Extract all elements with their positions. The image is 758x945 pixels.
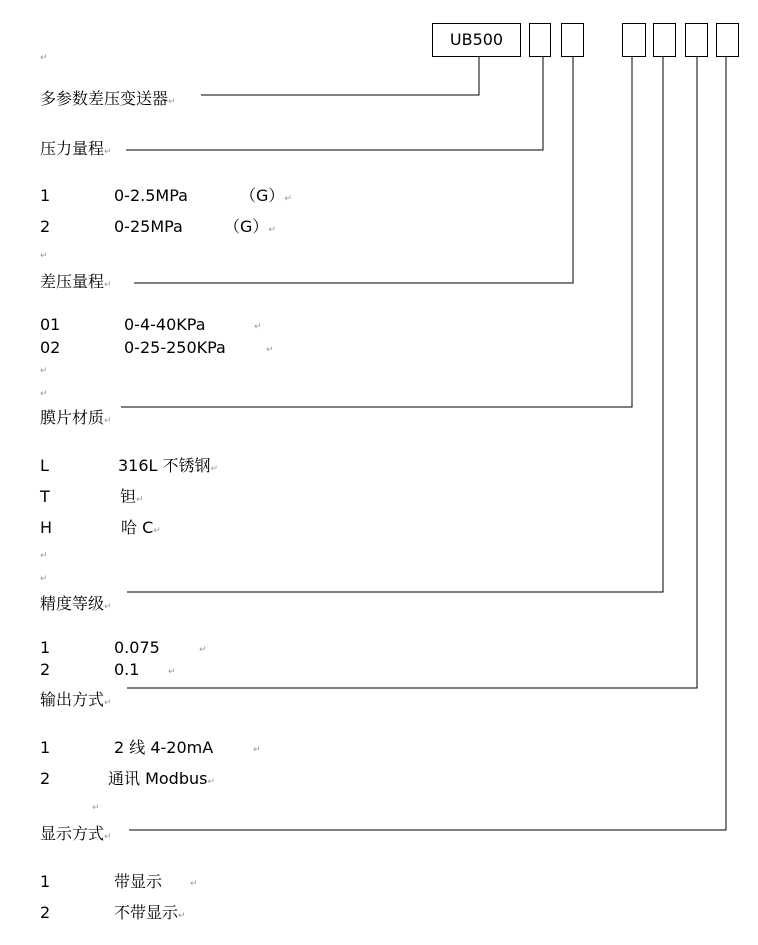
code-slot-pressure <box>529 23 551 57</box>
option-code: 2 <box>40 217 51 236</box>
option-code: 1 <box>40 872 51 891</box>
option-value: 0-4-40KPa <box>124 315 206 334</box>
option-code: T <box>40 487 50 506</box>
option-value: 通讯 Modbus↵ <box>108 769 216 788</box>
line-end-mark: ↵ <box>168 667 176 677</box>
option-code: 1 <box>40 738 51 757</box>
model-code-box: UB500 <box>432 23 521 57</box>
option-code: 2 <box>40 660 51 679</box>
option-value: 0-25MPa <box>114 217 183 236</box>
empty-line-mark: ↵ <box>40 574 48 584</box>
code-slot-output <box>685 23 708 57</box>
option-code: H <box>40 518 53 537</box>
line-end-mark: ↵ <box>190 879 198 889</box>
line-end-mark: ↵ <box>253 745 261 755</box>
option-code: 1 <box>40 186 51 205</box>
code-slot-diaphragm <box>622 23 646 57</box>
section-title-diaphragm: 膜片材质↵ <box>40 408 112 427</box>
option-code: 01 <box>40 315 61 334</box>
option-code: 02 <box>40 338 61 357</box>
option-code: 1 <box>40 638 51 657</box>
option-value: 哈 C↵ <box>121 518 161 537</box>
option-suffix: （G）↵ <box>240 186 292 205</box>
empty-line-mark: ↵ <box>92 803 100 813</box>
option-value: 316L 不锈钢↵ <box>118 456 219 475</box>
section-title-pressure-range: 压力量程↵ <box>40 139 112 158</box>
code-slot-dp <box>561 23 584 57</box>
empty-line-mark: ↵ <box>40 366 48 376</box>
connector-accuracy <box>127 57 663 592</box>
section-title-display: 显示方式↵ <box>40 824 112 843</box>
empty-line-mark: ↵ <box>40 551 48 561</box>
empty-line-mark: ↵ <box>40 53 48 63</box>
connector-dp-range <box>134 57 573 283</box>
connector-display <box>129 57 726 830</box>
option-value: 0-25-250KPa <box>124 338 226 357</box>
option-value: 2 线 4-20mA <box>114 738 214 757</box>
line-end-mark: ↵ <box>199 645 207 655</box>
option-value: 钽↵ <box>120 487 144 506</box>
option-value: 0.075 <box>114 638 160 657</box>
line-end-mark: ↵ <box>266 345 274 355</box>
option-code: L <box>40 456 49 475</box>
option-value: 不带显示↵ <box>114 903 186 922</box>
section-title-accuracy: 精度等级↵ <box>40 594 112 613</box>
connector-model-to-product <box>201 57 479 95</box>
product-name: 多参数差压变送器↵ <box>40 89 176 108</box>
option-value: 带显示 <box>114 872 163 891</box>
code-slot-display <box>716 23 739 57</box>
line-end-mark: ↵ <box>254 322 262 332</box>
section-title-dp-range: 差压量程↵ <box>40 272 112 291</box>
option-value: 0-2.5MPa <box>114 186 188 205</box>
option-suffix: （G）↵ <box>224 217 276 236</box>
option-code: 2 <box>40 769 51 788</box>
connector-pressure-range <box>126 57 543 150</box>
connector-output <box>127 57 697 688</box>
code-slot-accuracy <box>653 23 676 57</box>
empty-line-mark: ↵ <box>40 389 48 399</box>
empty-line-mark: ↵ <box>40 251 48 261</box>
option-code: 2 <box>40 903 51 922</box>
option-value: 0.1 <box>114 660 140 679</box>
section-title-output: 输出方式↵ <box>40 690 112 709</box>
